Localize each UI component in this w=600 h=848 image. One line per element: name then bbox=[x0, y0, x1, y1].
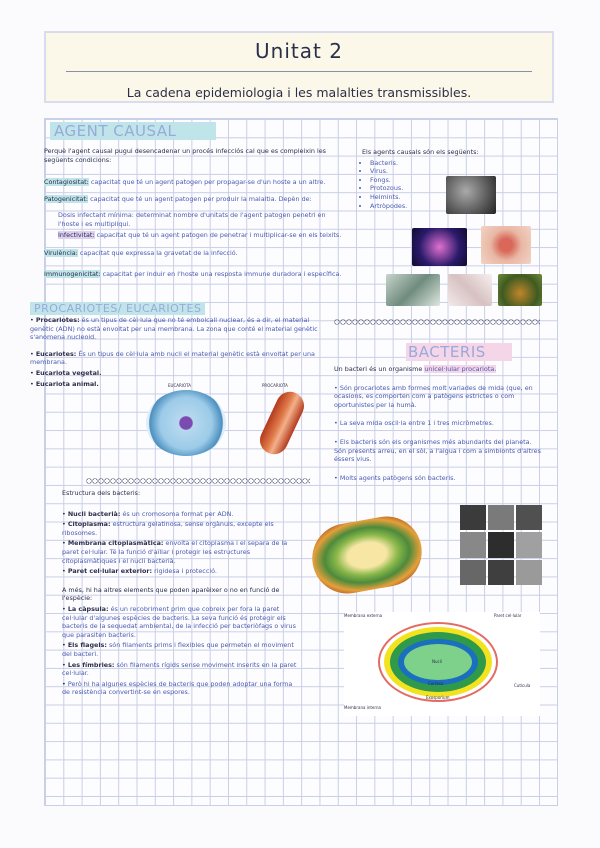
desc: Molts agents patògens són bacteris. bbox=[339, 473, 456, 482]
agent-item bbox=[44, 195, 344, 204]
structure-extra: • Però hi ha algunes espècies de bacteris que poden adoptar una forma de resistència convertint-se en espores. bbox=[62, 679, 293, 697]
cause-item: • Virus. bbox=[370, 167, 542, 176]
agent-item bbox=[44, 249, 344, 258]
bacteris-heading-text: BACTERIS bbox=[406, 343, 512, 361]
highlight: unicel·lular procariota. bbox=[424, 365, 497, 373]
term: Immunogenicitat: bbox=[44, 269, 101, 278]
diagram-label: Nucli bbox=[432, 659, 442, 664]
term: Les fímbries: bbox=[67, 660, 115, 669]
term: Patogenicitat: bbox=[44, 194, 89, 203]
desc: són filaments prims i flexibles que permeten el moviment del bacteri. bbox=[62, 641, 294, 658]
bacteris-item: • Els bacteris són els organismes més abundants del planeta. Són presents arreu, en el sòl, a l'aigua i com a simbionts d'altres éssers vius. bbox=[334, 437, 541, 464]
desc: La seva mida oscil·la entre 1 i tres micròmetres. bbox=[339, 419, 494, 428]
term: Paret cel·lular exterior: bbox=[67, 567, 153, 576]
bacteria-photo-grid bbox=[460, 505, 542, 585]
photo-tile bbox=[516, 532, 542, 557]
diagram-label: Cortesa bbox=[428, 681, 444, 686]
desc: envolta el citoplasma i el separa de la paret cel·lular. Té la funció d'aïllar i protegir les estructures citoplasmàtiques i el nucli bacterià. bbox=[62, 539, 288, 565]
desc: rigidesa i protecció. bbox=[154, 567, 217, 576]
photo-tile bbox=[460, 532, 486, 557]
desc: és un tipus de cèl·lula que no té embolcall nuclear, és a dir, el material genètic (ADN) no està envoltat per una membrana. La zona que conté el material genètic s'anomena nucleoid. bbox=[30, 316, 318, 342]
cause-item: • Bacteris. bbox=[370, 159, 542, 168]
bacteris-heading bbox=[406, 343, 512, 361]
structure-item: • Citoplasma: estructura gelatinosa, sense orgànuls, excepte els ribosomes. bbox=[62, 520, 274, 537]
desc: Són procariotes amb formes molt variades de mida (que, en ocasions, es comporten com a patògens estrictes o com oportunistes per la humà. bbox=[334, 383, 533, 409]
photo-tile bbox=[460, 505, 486, 530]
cells-list-item: • Eucariota vegetal. bbox=[30, 368, 102, 377]
desc: Però hi ha algunes espècies de bacteris que poden adoptar una forma de resistència convertint-se en espores. bbox=[62, 679, 293, 697]
bacteris-intro bbox=[334, 365, 544, 374]
desc: Els bacteris són els organismes més abundants del planeta. Són presents arreu, en el sòl, a l'aigua i com a simbionts d'altres éssers vius. bbox=[334, 437, 541, 464]
page-title: Unitat 2 bbox=[255, 39, 343, 63]
term: Els flagels: bbox=[67, 641, 107, 650]
structure-extra: • Les fímbries: són filaments rígids sense moviment inserits en la paret cel·lular. bbox=[62, 660, 297, 678]
cells-heading-text: PROCARIOTES/ EUCARIOTES bbox=[30, 302, 205, 315]
cells-heading bbox=[30, 302, 205, 315]
cause-item: • Artròpodes. bbox=[370, 202, 542, 211]
agent-heading-text: AGENT CAUSAL bbox=[50, 122, 216, 140]
agent-subitem bbox=[58, 231, 344, 240]
structure-extra: • Els flagels: són filaments prims i flexibles que permeten el moviment del bacteri. bbox=[62, 641, 294, 658]
photo-tile bbox=[460, 560, 486, 585]
diagram-label: Membrana externa bbox=[344, 613, 383, 618]
causes-intro: Els agents causals són els següents: bbox=[362, 148, 479, 156]
bacteris-item: • La seva mida oscil·la entre 1 i tres micròmetres. bbox=[334, 419, 494, 428]
structure-item: • Paret cel·lular exterior: rigidesa i protecció. bbox=[62, 567, 217, 576]
protozoa-photo bbox=[386, 274, 440, 306]
title-divider bbox=[66, 71, 532, 72]
structure-extra: • La càpsula: és un recobriment prim que cobreix per fora la paret cel·lular d'algunes espècies de bacteris. La seva funció és protegir els bacteris de la sequedat ambiental, de la infecció per bacteriòfags o virus que parasiten bacteris. bbox=[62, 604, 296, 639]
spore-diagram bbox=[344, 612, 540, 716]
cause-item: • Fongs. bbox=[370, 176, 542, 185]
cells-list-item: • Eucariota animal. bbox=[30, 379, 99, 388]
diagram-label: PROCARIOTA bbox=[262, 383, 288, 388]
term: Eucariota animal. bbox=[35, 379, 99, 388]
eukaryote-diagram bbox=[140, 382, 230, 462]
structure-extra-intro: A més, hi ha altres elements que poden aparèixer o no en funció de l'espècie: bbox=[62, 585, 280, 603]
desc: capacitat que té un agent patogen per produir la malaltia. Depèn de: bbox=[90, 194, 312, 203]
bacteris-item: • Molts agents patògens són bacteris. bbox=[334, 473, 456, 482]
bacteris-section bbox=[334, 365, 544, 484]
diagram-label: EUCARIOTA bbox=[168, 383, 191, 388]
term: Eucariotes: bbox=[35, 349, 77, 358]
diagram-label: Paret cel·lular bbox=[494, 613, 522, 618]
structure-item: • Membrana citoplasmàtica: envolta el citoplasma i el separa de la paret cel·lular. Té la funció d'aïllar i protegir les estructures citoplasmàtiques i el nucli bacterià. bbox=[62, 539, 288, 565]
desc: És un tipus de cèl·lula amb nucli el material genètic està envoltat per una membrana. bbox=[30, 349, 315, 367]
bacterium-anatomy-diagram bbox=[298, 510, 448, 604]
photo-tile bbox=[488, 505, 514, 530]
agent-item bbox=[44, 270, 344, 279]
term: Contagiositat: bbox=[44, 178, 89, 187]
eukaryote-cell bbox=[146, 390, 226, 456]
term: Virulència: bbox=[44, 249, 78, 258]
agent-item bbox=[44, 178, 344, 187]
term: Procariotes: bbox=[35, 316, 80, 324]
bacterium-cell bbox=[307, 511, 427, 599]
term: Nucli bacterià: bbox=[67, 509, 121, 518]
term: La càpsula: bbox=[67, 604, 109, 613]
diagram-label: Membrana interna bbox=[344, 705, 381, 710]
agent-intro: Perquè l'agent causal pugui desencadenar un procés infecciós cal que es compleixin les següents condicions: bbox=[44, 147, 326, 164]
title-box bbox=[44, 31, 554, 103]
agent-section bbox=[44, 147, 344, 280]
divider bbox=[86, 478, 310, 484]
cells-para: • Eucariotes: És un tipus de cèl·lula amb nucli el material genètic està envoltat per una membrana. bbox=[30, 349, 315, 367]
desc: són filaments rígids sense moviment inserits en la paret cel·lular. bbox=[62, 660, 297, 678]
intro: Un bacteri és un organisme bbox=[334, 365, 423, 373]
virus-photo bbox=[412, 228, 467, 266]
agent-causal-heading bbox=[50, 122, 216, 140]
cause-item: • Protozous. bbox=[370, 184, 542, 193]
arthropod-photo bbox=[498, 274, 542, 306]
term: Membrana citoplasmàtica: bbox=[67, 539, 164, 548]
term: Eucariota vegetal. bbox=[35, 368, 102, 377]
term: Citoplasma: bbox=[67, 520, 111, 529]
term: Infectivitat: bbox=[58, 230, 95, 239]
desc: és un cromosoma format per ADN. bbox=[122, 509, 234, 518]
cause-item: • Helmints. bbox=[370, 193, 542, 202]
structure-section bbox=[62, 489, 298, 699]
prokaryote-cell bbox=[255, 387, 308, 459]
diagram-label: Exosporium bbox=[426, 695, 450, 700]
prokaryote-diagram bbox=[236, 382, 326, 462]
helminth-photo bbox=[448, 274, 492, 306]
bacteria-photo bbox=[446, 176, 496, 214]
desc: capacitat que té un agent patogen per propagar-se d'un hoste a un altre. bbox=[90, 178, 326, 187]
divider bbox=[334, 319, 540, 325]
desc: capacitat per induir en l'hoste una resposta immune duradora i específica. bbox=[102, 269, 342, 278]
structure-heading: Estructura dels bacteris: bbox=[62, 489, 141, 497]
diagram-label: Cutícula bbox=[514, 683, 531, 688]
desc: és un recobriment prim que cobreix per fora la paret cel·lular d'algunes espècies de bacteris. La seva funció és protegir els bacteris de la sequedat ambiental, de la infecció per bacteriòfags o virus que parasiten bacteris. bbox=[62, 604, 296, 639]
cells-section bbox=[30, 316, 330, 390]
desc: capacitat que té un agent patogen de penetrar i multiplicar-se en els teixits. bbox=[96, 230, 342, 239]
bacteris-item: • Són procariotes amb formes molt variades de mida (que, en ocasions, es comporten com a patògens estrictes o com oportunistes per la humà. bbox=[334, 383, 533, 409]
desc: estructura gelatinosa, sense orgànuls, excepte els ribosomes. bbox=[62, 520, 274, 537]
photo-tile bbox=[516, 560, 542, 585]
page-subtitle: La cadena epidemiologia i les malalties transmissibles. bbox=[126, 85, 472, 100]
agent-subitem: Dosis infectant mínima: determinat nombre d'unitats de l'agent patogen penetri en l'hoste i es multipliqui. bbox=[58, 211, 326, 228]
photo-tile bbox=[516, 505, 542, 530]
cells-para: • Procariotes: és un tipus de cèl·lula que no té embolcall nuclear, és a dir, el material genètic (ADN) no està envoltat per una membrana. La zona que conté el material genètic s'anomena nucleoid. bbox=[30, 316, 318, 342]
structure-item: • Nucli bacterià: és un cromosoma format per ADN. bbox=[62, 509, 234, 518]
fungus-photo bbox=[481, 226, 531, 264]
photo-tile bbox=[488, 532, 514, 557]
desc: capacitat que expressa la gravetat de la infecció. bbox=[79, 249, 238, 258]
photo-tile bbox=[488, 560, 514, 585]
